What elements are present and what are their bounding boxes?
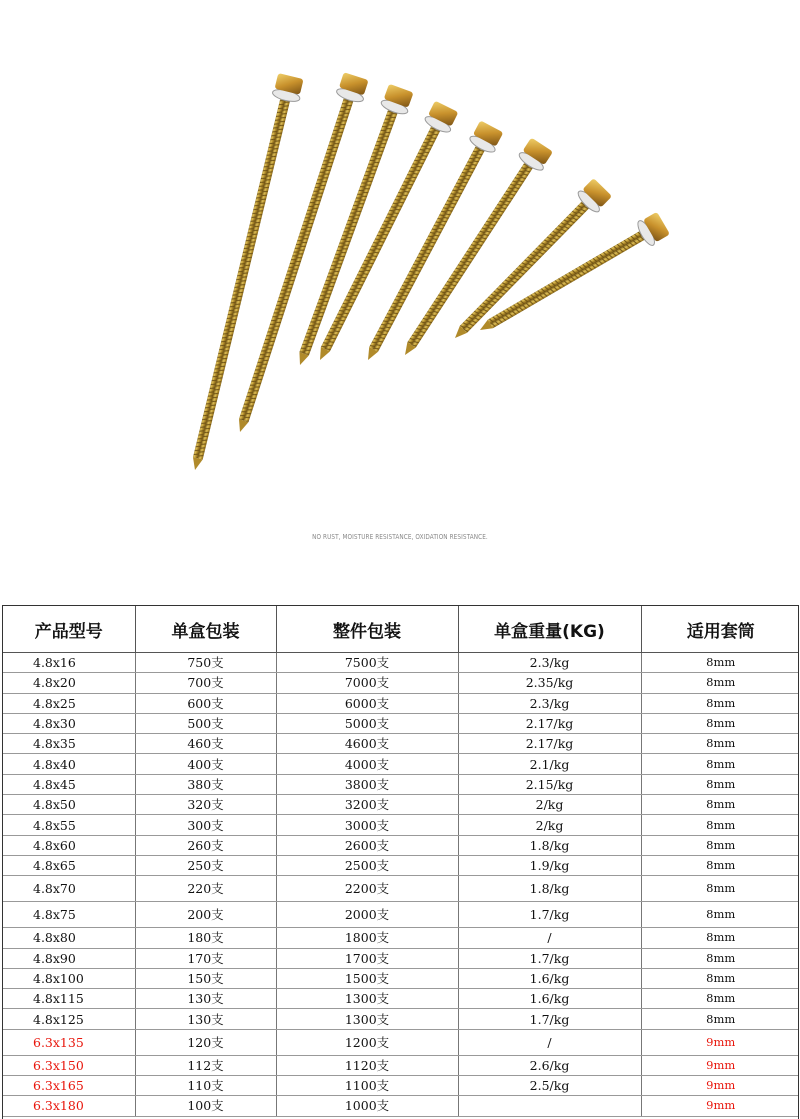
model-cell: 4.8x125 xyxy=(3,1009,135,1029)
weight-cell: 2.15/kg xyxy=(458,774,641,794)
table-row xyxy=(3,693,799,713)
weight-cell: / xyxy=(458,1029,641,1055)
weight-cell: 2.6/kg xyxy=(458,1055,641,1075)
case-pack-cell: 3800支 xyxy=(276,774,458,794)
sleeve-cell: 9mm xyxy=(641,1029,799,1055)
sleeve-cell: 9mm xyxy=(641,1076,799,1096)
header-sleeve: 适用套筒 xyxy=(641,606,799,653)
sleeve-cell: 8mm xyxy=(641,754,799,774)
case-pack-cell: 7500支 xyxy=(276,653,458,673)
table-row xyxy=(3,1009,799,1029)
table-row xyxy=(3,902,799,928)
sleeve-cell: 8mm xyxy=(641,835,799,855)
case-pack-cell: 1500支 xyxy=(276,968,458,988)
table-row xyxy=(3,1096,799,1116)
weight-cell: 2.3/kg xyxy=(458,653,641,673)
weight-cell: 2/kg xyxy=(458,795,641,815)
screw-8 xyxy=(473,211,671,342)
model-cell: 4.8x55 xyxy=(3,815,135,835)
weight-cell: 2.3/kg xyxy=(458,693,641,713)
case-pack-cell: 1300支 xyxy=(276,989,458,1009)
sleeve-cell: 8mm xyxy=(641,713,799,733)
table-row xyxy=(3,795,799,815)
table-row xyxy=(3,754,799,774)
model-cell: 4.8x115 xyxy=(3,989,135,1009)
table-row xyxy=(3,855,799,875)
sleeve-cell: 8mm xyxy=(641,902,799,928)
model-cell: 4.8x70 xyxy=(3,876,135,902)
box-pack-cell: 130支 xyxy=(135,1009,276,1029)
table-row xyxy=(3,734,799,754)
box-pack-cell: 200支 xyxy=(135,902,276,928)
case-pack-cell: 4600支 xyxy=(276,734,458,754)
weight-cell: 2.17/kg xyxy=(458,734,641,754)
model-cell: 4.8x35 xyxy=(3,734,135,754)
table-row xyxy=(3,928,799,948)
model-cell: 4.8x30 xyxy=(3,713,135,733)
case-pack-cell: 1100支 xyxy=(276,1076,458,1096)
table-row xyxy=(3,1029,799,1055)
table-row xyxy=(3,713,799,733)
header-box-weight: 单盒重量(KG) xyxy=(458,606,641,653)
weight-cell: 2.1/kg xyxy=(458,754,641,774)
weight-cell: / xyxy=(458,928,641,948)
sleeve-cell: 8mm xyxy=(641,968,799,988)
case-pack-cell: 1200支 xyxy=(276,1029,458,1055)
table-row xyxy=(3,1076,799,1096)
weight-cell: 1.9/kg xyxy=(458,855,641,875)
caption-text: NO RUST, MOISTURE RESISTANCE, OXIDATION RESISTANCE. xyxy=(312,533,488,541)
weight-cell: 1.7/kg xyxy=(458,948,641,968)
weight-cell: 1.8/kg xyxy=(458,835,641,855)
box-pack-cell: 380支 xyxy=(135,774,276,794)
box-pack-cell: 120支 xyxy=(135,1029,276,1055)
case-pack-cell: 7000支 xyxy=(276,673,458,693)
sleeve-cell: 8mm xyxy=(641,734,799,754)
header-box-pack: 单盒包装 xyxy=(135,606,276,653)
box-pack-cell: 180支 xyxy=(135,928,276,948)
box-pack-cell: 150支 xyxy=(135,968,276,988)
table-row xyxy=(3,774,799,794)
model-cell: 4.8x25 xyxy=(3,693,135,713)
sleeve-cell: 8mm xyxy=(641,1009,799,1029)
table-row xyxy=(3,1055,799,1075)
sleeve-cell: 8mm xyxy=(641,855,799,875)
sleeve-cell: 8mm xyxy=(641,948,799,968)
box-pack-cell: 250支 xyxy=(135,855,276,875)
box-pack-cell: 300支 xyxy=(135,815,276,835)
model-cell: 4.8x45 xyxy=(3,774,135,794)
table-row xyxy=(3,815,799,835)
weight-cell: 1.7/kg xyxy=(458,902,641,928)
table-row xyxy=(3,989,799,1009)
table-body xyxy=(3,653,799,1117)
weight-cell: 2/kg xyxy=(458,815,641,835)
sleeve-cell: 8mm xyxy=(641,876,799,902)
case-pack-cell: 1700支 xyxy=(276,948,458,968)
table-header-row xyxy=(3,606,799,653)
box-pack-cell: 600支 xyxy=(135,693,276,713)
model-cell: 4.8x65 xyxy=(3,855,135,875)
model-cell: 6.3x165 xyxy=(3,1076,135,1096)
weight-cell: 2.35/kg xyxy=(458,673,641,693)
model-cell: 4.8x100 xyxy=(3,968,135,988)
case-pack-cell: 1800支 xyxy=(276,928,458,948)
case-pack-cell: 5000支 xyxy=(276,713,458,733)
box-pack-cell: 460支 xyxy=(135,734,276,754)
case-pack-cell: 2500支 xyxy=(276,855,458,875)
case-pack-cell: 3000支 xyxy=(276,815,458,835)
table-row xyxy=(3,968,799,988)
weight-cell: 2.17/kg xyxy=(458,713,641,733)
case-pack-cell: 1000支 xyxy=(276,1096,458,1116)
spec-table-container xyxy=(2,605,799,1119)
weight-cell: 1.7/kg xyxy=(458,1009,641,1029)
sleeve-cell: 8mm xyxy=(641,795,799,815)
box-pack-cell: 100支 xyxy=(135,1096,276,1116)
case-pack-cell: 2200支 xyxy=(276,876,458,902)
weight-cell: 1.8/kg xyxy=(458,876,641,902)
sleeve-cell: 9mm xyxy=(641,1096,799,1116)
model-cell: 6.3x180 xyxy=(3,1096,135,1116)
case-pack-cell: 1120支 xyxy=(276,1055,458,1075)
weight-cell: 1.6/kg xyxy=(458,968,641,988)
model-cell: 4.8x50 xyxy=(3,795,135,815)
sleeve-cell: 8mm xyxy=(641,693,799,713)
model-cell: 6.3x135 xyxy=(3,1029,135,1055)
table-row xyxy=(3,948,799,968)
box-pack-cell: 170支 xyxy=(135,948,276,968)
sleeve-cell: 8mm xyxy=(641,774,799,794)
box-pack-cell: 750支 xyxy=(135,653,276,673)
case-pack-cell: 6000支 xyxy=(276,693,458,713)
weight-cell: 2.5/kg xyxy=(458,1076,641,1096)
sleeve-cell: 8mm xyxy=(641,989,799,1009)
weight-cell: 1.6/kg xyxy=(458,989,641,1009)
sleeve-cell: 8mm xyxy=(641,815,799,835)
model-cell: 4.8x90 xyxy=(3,948,135,968)
weight-cell xyxy=(458,1096,641,1116)
box-pack-cell: 220支 xyxy=(135,876,276,902)
table-row xyxy=(3,653,799,673)
case-pack-cell: 3200支 xyxy=(276,795,458,815)
sleeve-cell: 8mm xyxy=(641,673,799,693)
model-cell: 4.8x16 xyxy=(3,653,135,673)
case-pack-cell: 2000支 xyxy=(276,902,458,928)
model-cell: 4.8x20 xyxy=(3,673,135,693)
screws xyxy=(181,72,670,473)
box-pack-cell: 500支 xyxy=(135,713,276,733)
spec-table xyxy=(3,606,799,1117)
box-pack-cell: 112支 xyxy=(135,1055,276,1075)
table-row xyxy=(3,876,799,902)
case-pack-cell: 1300支 xyxy=(276,1009,458,1029)
sleeve-cell: 8mm xyxy=(641,928,799,948)
box-pack-cell: 700支 xyxy=(135,673,276,693)
table-row xyxy=(3,673,799,693)
header-case-pack: 整件包装 xyxy=(276,606,458,653)
model-cell: 4.8x40 xyxy=(3,754,135,774)
header-model: 产品型号 xyxy=(3,606,135,653)
box-pack-cell: 110支 xyxy=(135,1076,276,1096)
case-pack-cell: 2600支 xyxy=(276,835,458,855)
table-row xyxy=(3,835,799,855)
box-pack-cell: 400支 xyxy=(135,754,276,774)
model-cell: 4.8x80 xyxy=(3,928,135,948)
case-pack-cell: 4000支 xyxy=(276,754,458,774)
model-cell: 4.8x75 xyxy=(3,902,135,928)
model-cell: 6.3x150 xyxy=(3,1055,135,1075)
sleeve-cell: 8mm xyxy=(641,653,799,673)
model-cell: 4.8x60 xyxy=(3,835,135,855)
box-pack-cell: 320支 xyxy=(135,795,276,815)
box-pack-cell: 260支 xyxy=(135,835,276,855)
sleeve-cell: 9mm xyxy=(641,1055,799,1075)
box-pack-cell: 130支 xyxy=(135,989,276,1009)
